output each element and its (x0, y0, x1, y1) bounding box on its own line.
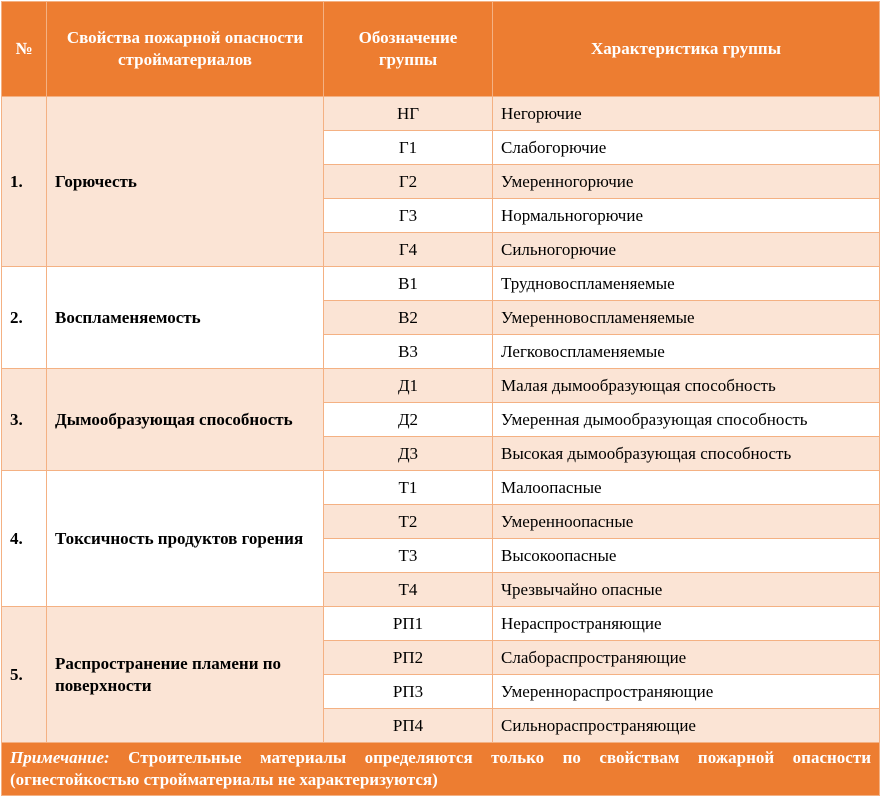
group-code: Г1 (324, 131, 493, 165)
header-row (2, 2, 880, 97)
group-description: Нераспространяющие (493, 607, 880, 641)
group-code: Г4 (324, 233, 493, 267)
note-cell (2, 743, 880, 796)
group-code: РП1 (324, 607, 493, 641)
table-row (2, 471, 880, 505)
group-number: 4. (2, 471, 47, 607)
note-label: Примечание: (10, 748, 110, 767)
note-row (2, 743, 880, 796)
group-description: Высокоопасные (493, 539, 880, 573)
group-property-name: Распространение пламени по поверхности (47, 607, 324, 743)
group-property-name: Воспламеняемость (47, 267, 324, 369)
group-description: Малая дымообразующая способность (493, 369, 880, 403)
group-description: Слабораспространяющие (493, 641, 880, 675)
group-description: Малоопасные (493, 471, 880, 505)
group-description: Легковоспламеняемые (493, 335, 880, 369)
group-description: Умеренновоспламеняемые (493, 301, 880, 335)
group-description: Умеренная дымообразующая способность (493, 403, 880, 437)
group-number: 5. (2, 607, 47, 743)
group-description: Сильногорючие (493, 233, 880, 267)
group-description: Чрезвычайно опасные (493, 573, 880, 607)
group-property-name: Токсичность продуктов горения (47, 471, 324, 607)
header-group-code: Обозначение группы (324, 2, 493, 97)
group-code: Д3 (324, 437, 493, 471)
group-description: Сильнораспространяющие (493, 709, 880, 743)
table-row (2, 267, 880, 301)
group-code: В2 (324, 301, 493, 335)
header-group-description: Характеристика группы (493, 2, 880, 97)
group-description: Умереннораспространяющие (493, 675, 880, 709)
group-description: Трудновоспламеняемые (493, 267, 880, 301)
group-description: Умеренноопасные (493, 505, 880, 539)
group-description: Негорючие (493, 97, 880, 131)
group-description: Умеренногорючие (493, 165, 880, 199)
table-row (2, 97, 880, 131)
group-property-name: Горючесть (47, 97, 324, 267)
group-code: В1 (324, 267, 493, 301)
table-body (2, 97, 880, 743)
group-code: Т2 (324, 505, 493, 539)
group-code: Г3 (324, 199, 493, 233)
group-code: Д1 (324, 369, 493, 403)
header-property: Свойства пожарной опасности стройматериалов (47, 2, 324, 97)
group-code: Т3 (324, 539, 493, 573)
group-description: Нормальногорючие (493, 199, 880, 233)
group-number: 2. (2, 267, 47, 369)
table-row (2, 607, 880, 641)
group-code: РП3 (324, 675, 493, 709)
group-number: 1. (2, 97, 47, 267)
fire-hazard-table (1, 1, 880, 796)
group-code: В3 (324, 335, 493, 369)
group-code: РП2 (324, 641, 493, 675)
group-code: НГ (324, 97, 493, 131)
group-description: Высокая дымообразующая способность (493, 437, 880, 471)
header-number: № (2, 2, 47, 97)
group-code: Т1 (324, 471, 493, 505)
table-row (2, 369, 880, 403)
group-code: Д2 (324, 403, 493, 437)
group-description: Слабогорючие (493, 131, 880, 165)
group-code: РП4 (324, 709, 493, 743)
group-property-name: Дымообразующая способность (47, 369, 324, 471)
note-text: Строительные материалы определяются только по свойствам пожарной опасности (огнестойкостью стройматериалы не характеризуются) (10, 748, 871, 789)
group-number: 3. (2, 369, 47, 471)
group-code: Г2 (324, 165, 493, 199)
group-code: Т4 (324, 573, 493, 607)
